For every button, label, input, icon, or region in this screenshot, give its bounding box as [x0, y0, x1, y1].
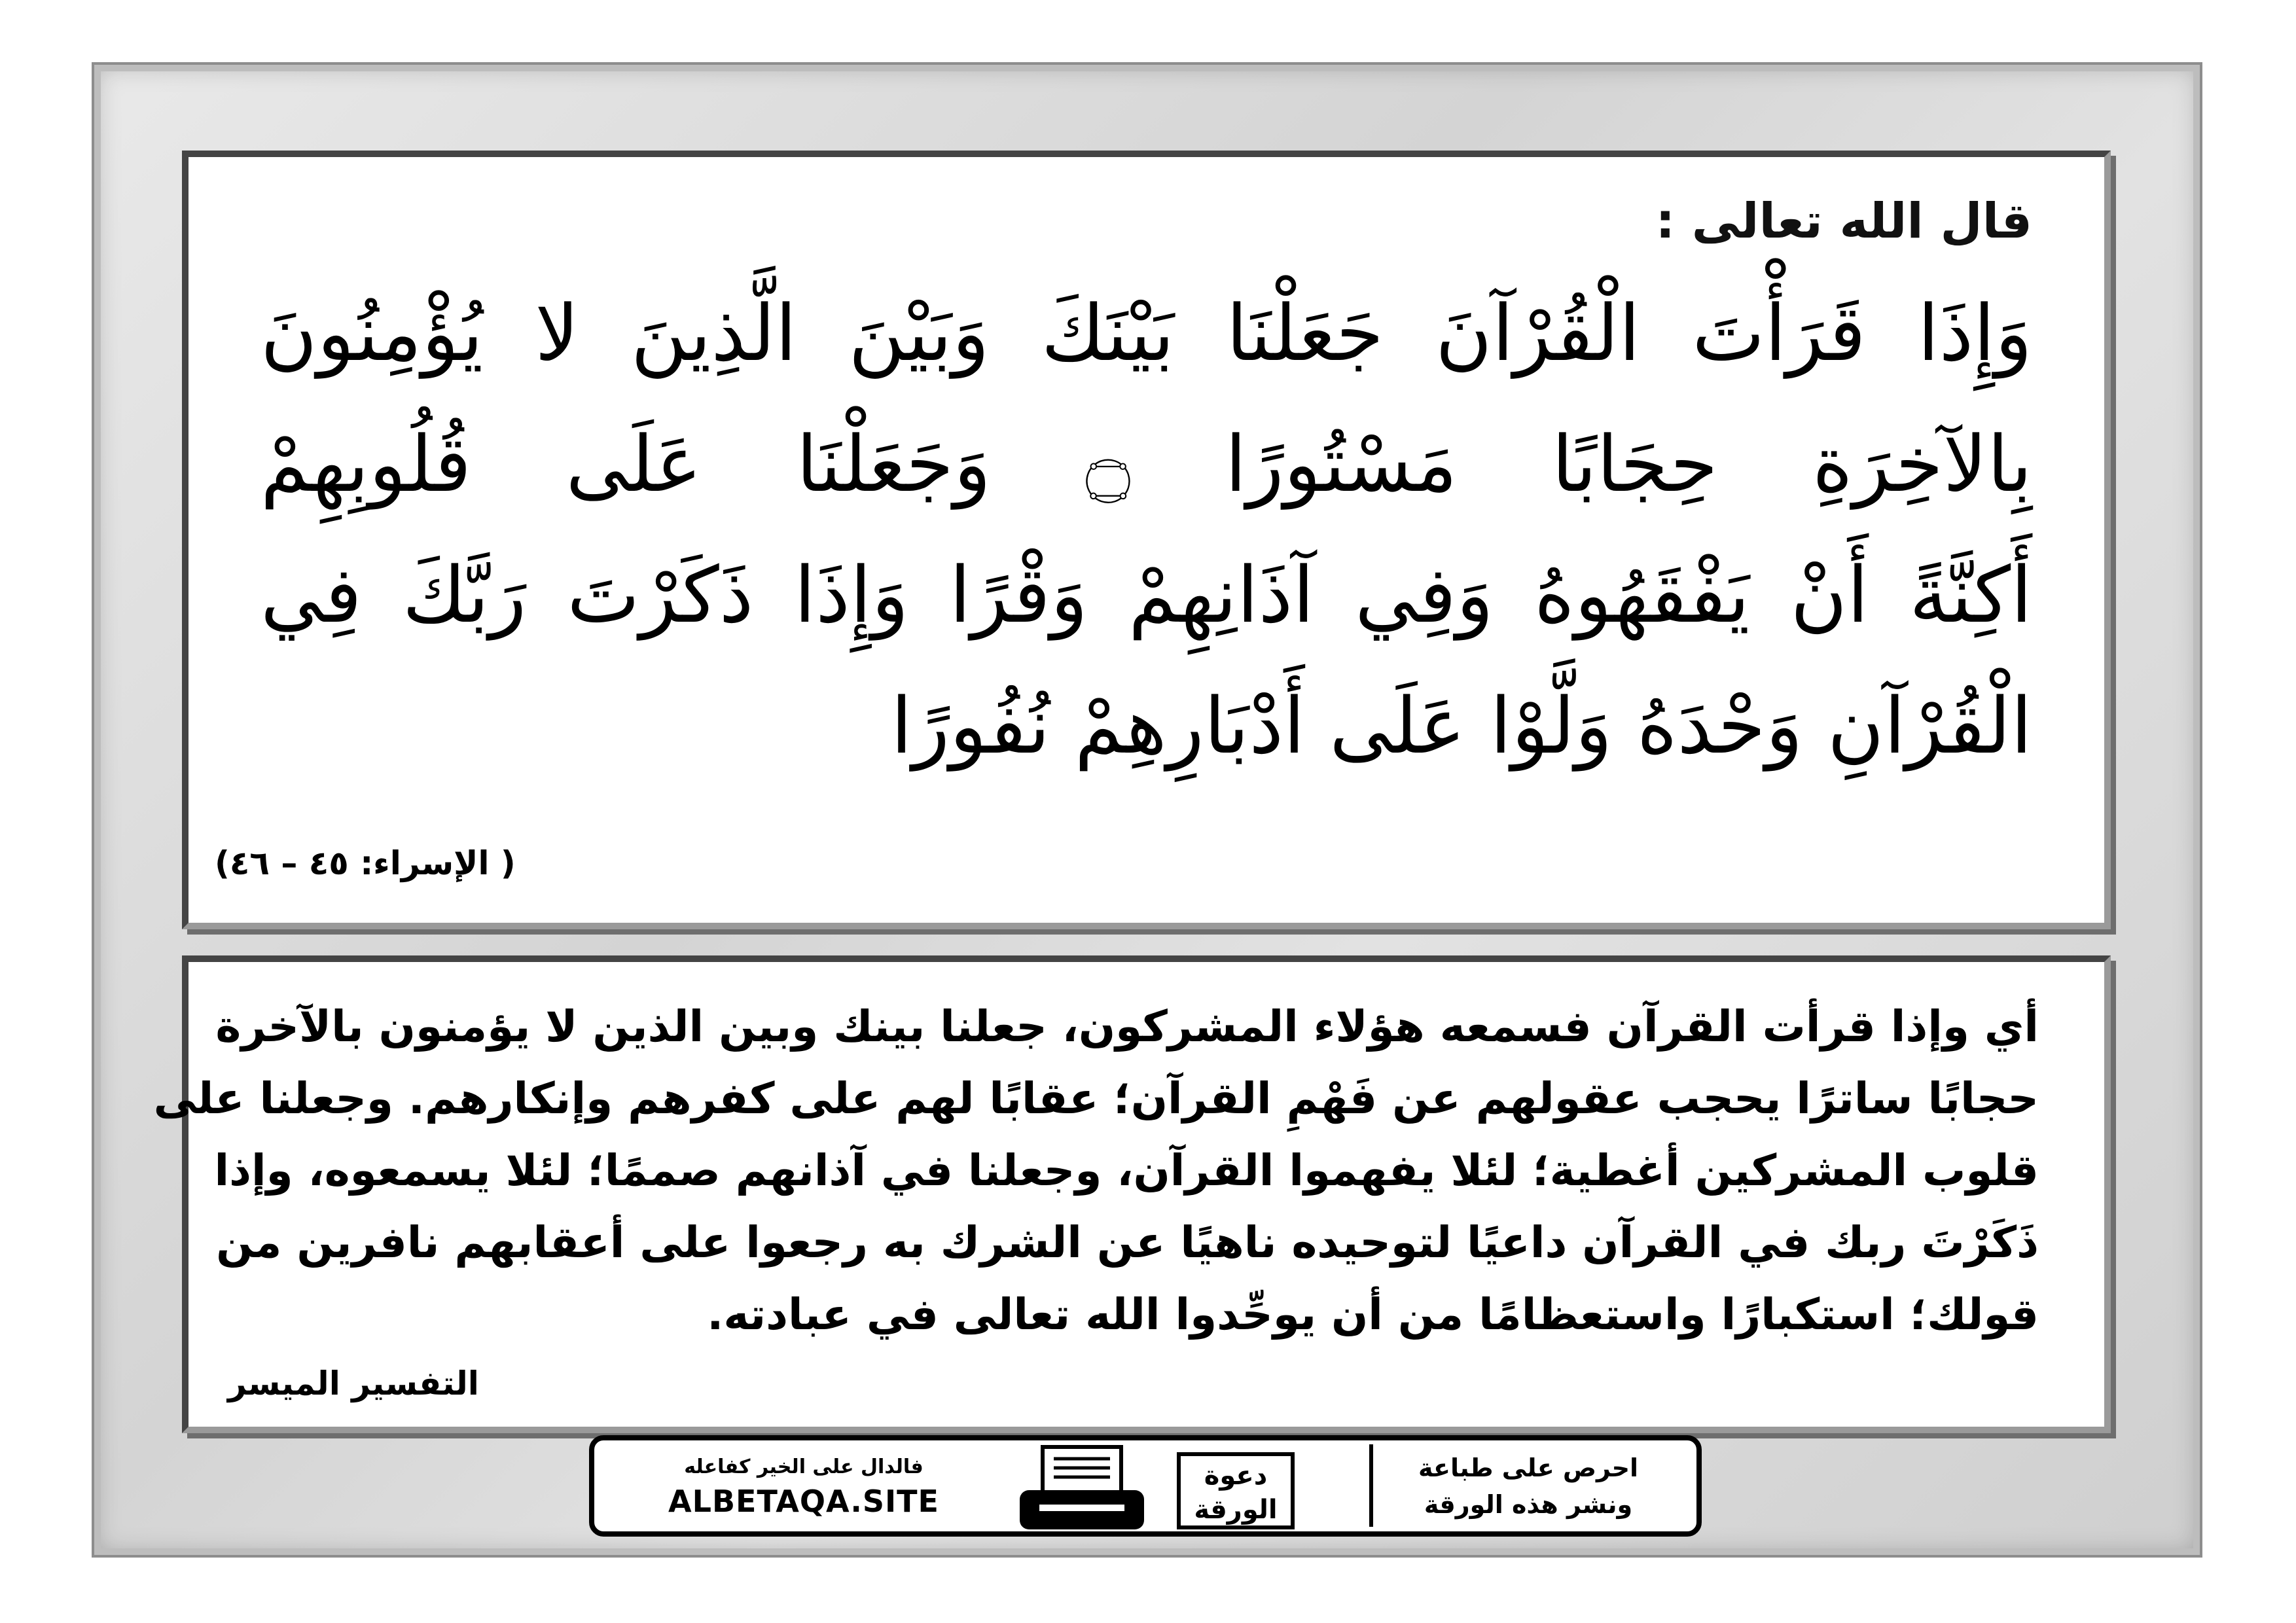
printer-icon [1013, 1444, 1151, 1536]
logo-line1: دعوة [1204, 1461, 1268, 1491]
footer-print-message [1369, 1444, 1683, 1527]
verse-heading: قال الله تعالى : [1655, 193, 2032, 249]
site-url[interactable]: ALBETAQA.SITE [668, 1484, 939, 1519]
tafsir-panel [153, 955, 2111, 1433]
tafsir-line-3: قلوب المشركين أغطية؛ لئلا يفهموا القرآن، وجعلنا في آذانهم صممًا؛ لئلا يسمعوه، وإذا [214, 1145, 2039, 1196]
verse-line-2: بِالآخِرَةِ حِجَابًا مَسْتُورًا ۝ وَجَعَلْنَا عَلَى قُلُوبِهِمْ [260, 419, 2032, 509]
verse-line-4: الْقُرْآنِ وَحْدَهُ وَلَّوْا عَلَى أَدْبَارِهِمْ نُفُورًا [891, 681, 2032, 771]
verse-panel [182, 151, 2111, 929]
footer-right-line2: ونشر هذه الورقة [1424, 1490, 1633, 1519]
footer-banner [589, 1435, 1702, 1537]
site-logo [1177, 1452, 1295, 1529]
tafsir-line-5: قولك؛ استكبارًا واستعظامًا من أن يوحِّدوا الله تعالى في عبادته. [707, 1289, 2039, 1340]
tafsir-line-4: ذَكَرْتَ ربك في القرآن داعيًا لتوحيده ناهيًا عن الشرك به رجعوا على أعقابهم نافرين من [216, 1217, 2039, 1268]
tafsir-line-1: أي وإذا قرأت القرآن فسمعه هؤلاء المشركون، جعلنا بينك وبين الذين لا يؤمنون بالآخرة [215, 1001, 2039, 1052]
verse-line-1: وَإِذَا قَرَأْتَ الْقُرْآنَ جَعَلْنَا بَيْنَكَ وَبَيْنَ الَّذِينَ لا يُؤْمِنُونَ [260, 288, 2032, 378]
footer-site-block [607, 1444, 1000, 1527]
logo-line2: الورقة [1194, 1495, 1278, 1525]
verse-line-3: أَكِنَّةً أَنْ يَفْقَهُوهُ وَفِي آذَانِهِمْ وَقْرًا وَإِذَا ذَكَرْتَ رَبَّكَ فِي [260, 550, 2032, 640]
footer-slogan: فالدال على الخير كفاعله [684, 1455, 924, 1478]
tafsir-line-2: حجابًا ساترًا يحجب عقولهم عن فَهْمِ القرآن؛ عقابًا لهم على كفرهم وإنكارهم. وجعلنا على [153, 1073, 2039, 1124]
footer-right-line1: احرص على طباعة [1418, 1454, 1639, 1482]
verse-reference: ( الإسراء: ٤٥ – ٤٦) [215, 844, 516, 882]
tafsir-source: التفسير الميسر [228, 1364, 479, 1402]
